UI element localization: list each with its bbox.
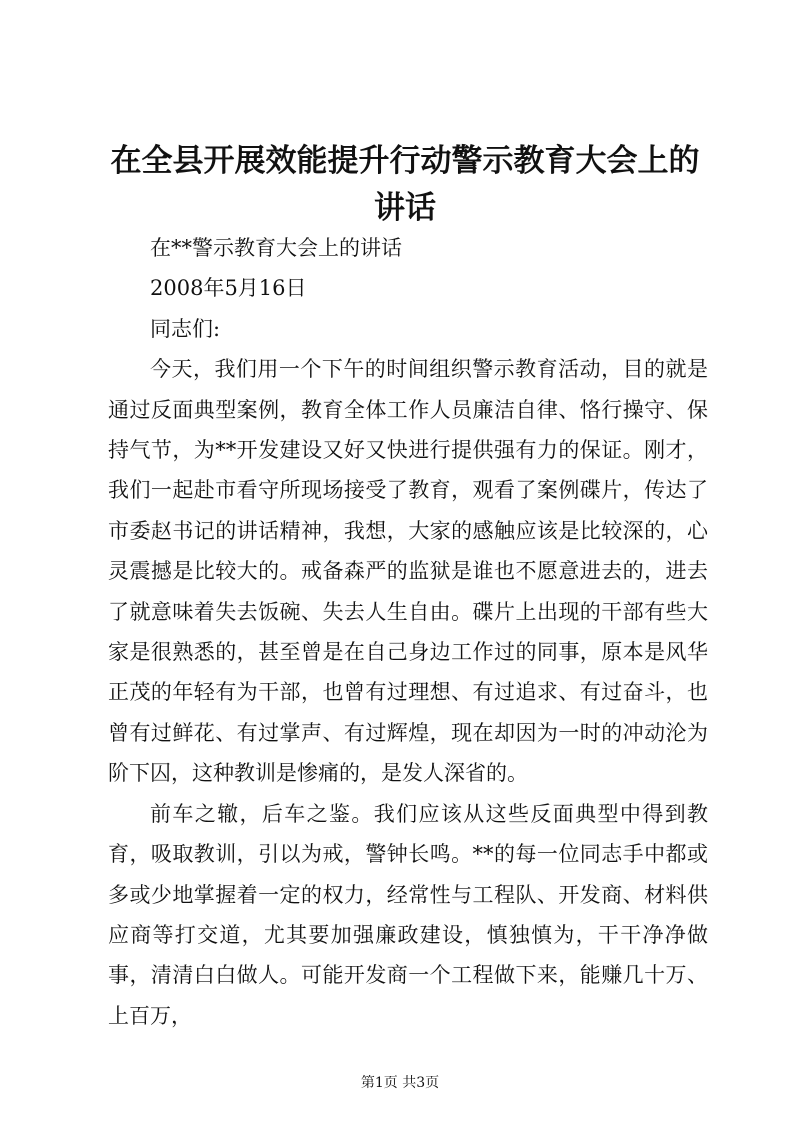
page-number-footer: 第1页 共3页 bbox=[360, 1075, 440, 1091]
speech-date: 2008年5月16日 bbox=[150, 276, 307, 301]
body-paragraph: 今天，我们用一个下午的时间组织警示教育活动，目的就是通过反面典型案例，教育全体工作人员廉洁自律、恪行操守、保持气节，为**开发建设又好又快进行提供强有力的保证。刚才，我们一起赴市看守所现场接受了教育，观看了案例碟片，传达了市委赵书记的讲话精神，我想，大家的感触应该是比较深的，心灵震撼是比较大的。戒备森严的监狱是谁也不愿意进去的，进去了就意味着失去饭碗、失去人生自由。碟片上出现的干部有些大家是很熟悉的，甚至曾是在自己身边工作过的同事，原本是风华正茂的年轻有为干部，也曾有过理想、有过追求、有过奋斗，也曾有过鲜花、有过掌声、有过辉煌，现在却因为一时的冲动沦为阶下囚，这种教训是惨痛的，是发人深省的。 bbox=[108, 357, 708, 786]
speech-subtitle: 在**警示教育大会上的讲话 bbox=[150, 236, 402, 260]
document-body bbox=[108, 228, 708, 1036]
speech-salutation: 同志们: bbox=[150, 316, 221, 341]
body-paragraph: 前车之辙，后车之鉴。我们应该从这些反面典型中得到教育，吸取教训，引以为戒，警钟长鸣。**的每一位同志手中都或多或少地掌握着一定的权力，经常性与工程队、开发商、材料供应商等打交道，尤其要加强廉政建设，慎独慎为，干干净净做事，清清白白做人。可能开发商一个工程做下来，能赚几十万、上百万， bbox=[108, 801, 708, 1028]
document-title: 在全县开展效能提升行动警示教育大会上的讲话 bbox=[110, 143, 700, 226]
